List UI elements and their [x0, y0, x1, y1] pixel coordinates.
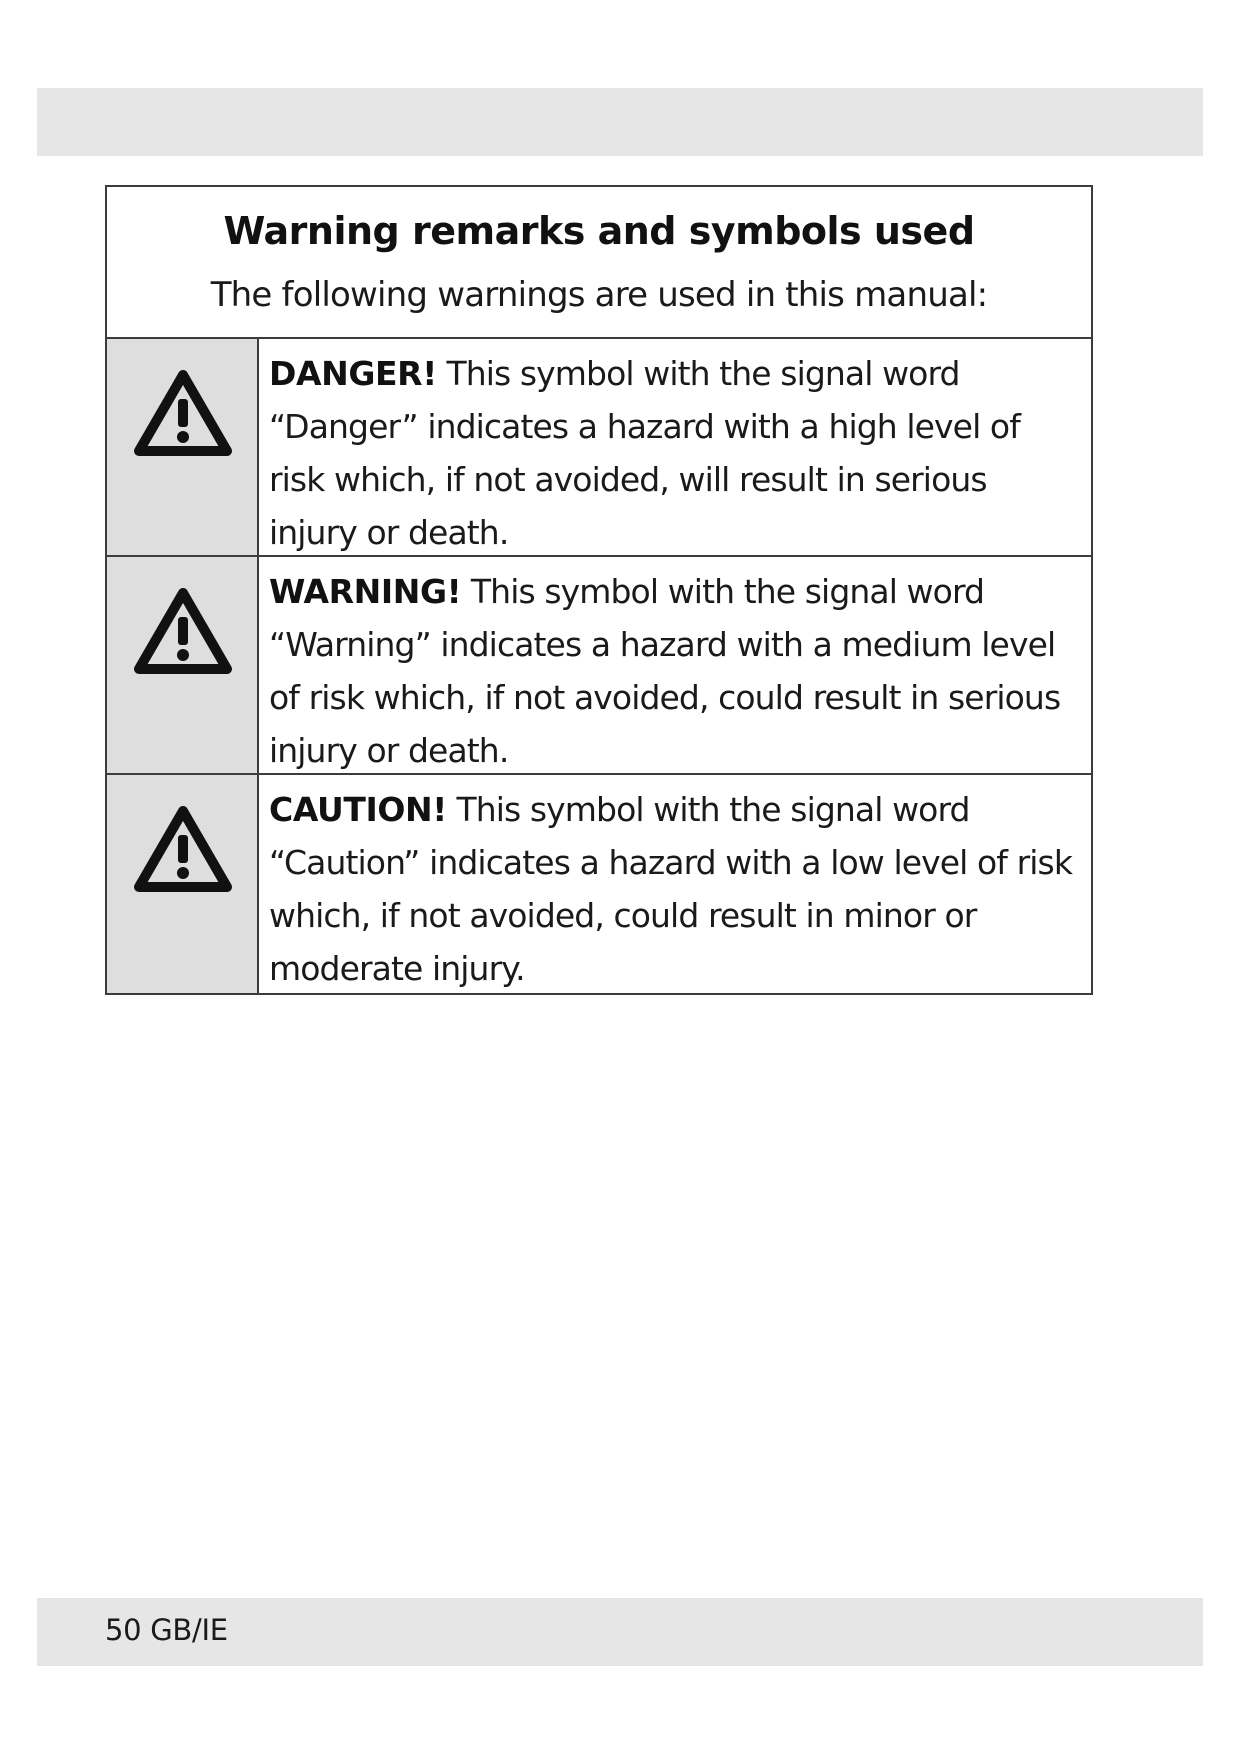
warning-description: This symbol with the signal word “Warning” indicates a hazard with a medium level of risk which, if not avoided, could result in serious injury or death. [269, 572, 1061, 770]
table-subtitle: The following warnings are used in this manual: [210, 275, 988, 315]
warning-triangle-icon [133, 805, 233, 893]
warning-description: This symbol with the signal word “Danger” indicates a hazard with a high level of risk which, if not avoided, will result in serious injury or death. [269, 354, 1020, 552]
warning-triangle-icon [133, 369, 233, 457]
warning-description: This symbol with the signal word “Caution” indicates a hazard with a low level of risk which, if not avoided, could result in minor or moderate injury. [269, 790, 1073, 988]
warning-row-warning [107, 557, 1091, 775]
page-number: 50 GB/IE [105, 1613, 228, 1647]
table-header [107, 187, 1091, 339]
signal-word: WARNING! [269, 572, 462, 611]
warning-text-cell [259, 339, 1091, 555]
warning-row-danger [107, 339, 1091, 557]
warning-table [105, 185, 1093, 995]
header-band [37, 88, 1203, 156]
warning-row-caution [107, 775, 1091, 993]
warning-text-cell [259, 775, 1091, 993]
table-title: Warning remarks and symbols used [223, 209, 975, 253]
signal-word: DANGER! [269, 354, 437, 393]
icon-cell [107, 339, 259, 555]
signal-word: CAUTION! [269, 790, 447, 829]
icon-cell [107, 775, 259, 993]
icon-cell [107, 557, 259, 773]
warning-text-cell [259, 557, 1091, 773]
warning-triangle-icon [133, 587, 233, 675]
